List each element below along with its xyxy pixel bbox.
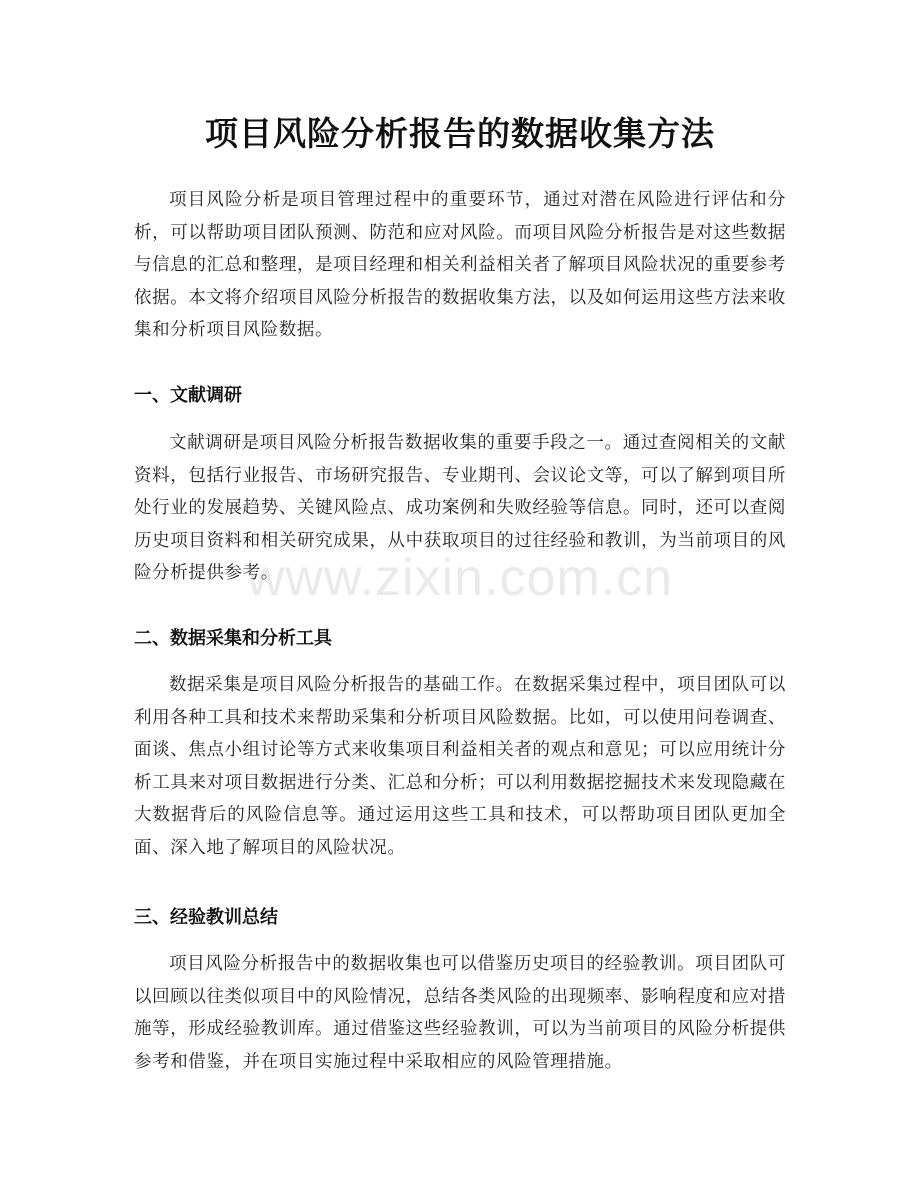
- section-heading-lessons: 三、经验教训总结: [134, 907, 278, 928]
- section-body-literature: 文献调研是项目风险分析报告数据收集的重要手段之一。通过查阅相关的文献资料，包括行业报告、市场研究报告、专业期刊、会议论文等，可以了解到项目所处行业的发展趋势、关键风险点、成功案例和失败经验等信息。同时，还可以查阅历史项目资料和相关研究成果，从中获取项目的过往经验和教训，为当前项目的风险分析提供参考。: [134, 433, 786, 584]
- section-body-lessons: 项目风险分析报告中的数据收集也可以借鉴历史项目的经验教训。项目团队可以回顾以往类似项目中的风险情况，总结各类风险的出现频率、影响程度和应对措施等，形成经验教训库。通过借鉴这些经验教训，可以为当前项目的风险分析提供参考和借鉴，并在项目实施过程中采取相应的风险管理措施。: [134, 954, 786, 1072]
- section-body-tools: 数据采集是项目风险分析报告的基础工作。在数据采集过程中，项目团队可以利用各种工具和技术来帮助采集和分析项目风险数据。比如，可以使用问卷调查、面谈、焦点小组讨论等方式来收集项目利益相关者的观点和意见；可以应用统计分析工具来对项目数据进行分类、汇总和分析；可以利用数据挖掘技术来发现隐藏在大数据背后的风险信息等。通过运用这些工具和技术，可以帮助项目团队更加全面、深入地了解项目的风险状况。: [134, 675, 786, 858]
- document-title: 项目风险分析报告的数据收集方法: [205, 114, 715, 153]
- watermark-text: www.zixin.com.cn: [246, 549, 674, 607]
- section-heading-literature: 一、文献调研: [134, 385, 242, 406]
- section-heading-tools: 二、数据采集和分析工具: [134, 628, 332, 649]
- intro-paragraph: 项目风险分析是项目管理过程中的重要环节，通过对潜在风险进行评估和分析，可以帮助项目团队预测、防范和应对风险。而项目风险分析报告是对这些数据与信息的汇总和整理，是项目经理和相关利益相关者了解项目风险状况的重要参考依据。本文将介绍项目风险分析报告的数据收集方法，以及如何运用这些方法来收集和分析项目风险数据。: [134, 190, 786, 341]
